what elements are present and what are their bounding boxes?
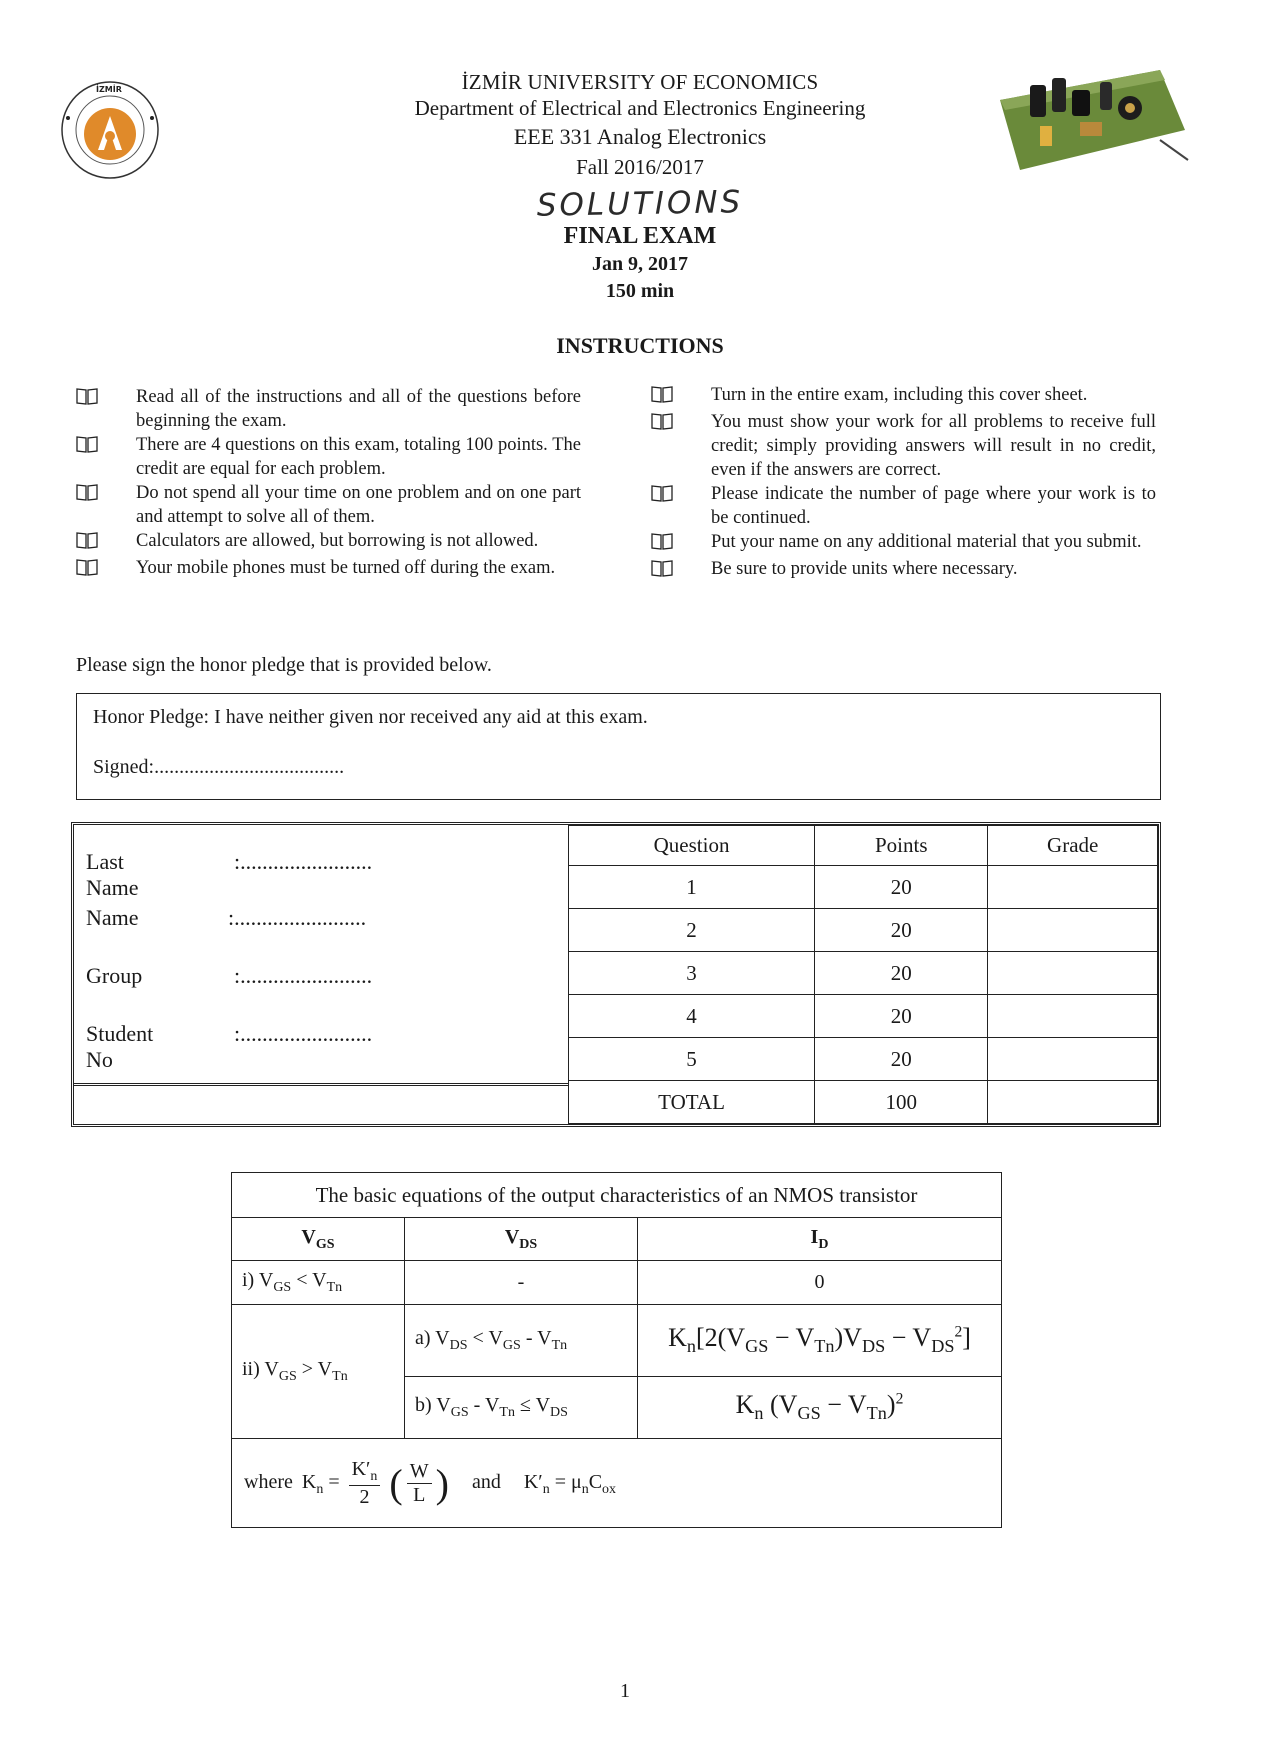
instruction-item: Please indicate the number of page where your work is to be continued. — [651, 482, 1156, 530]
instructions-title: INSTRUCTIONS — [556, 333, 724, 358]
where-row — [232, 1439, 1002, 1528]
instruction-item: Your mobile phones must be turned off during the exam. — [76, 556, 581, 583]
table-row: 4 20 — [569, 995, 1158, 1038]
book-icon — [76, 556, 136, 583]
kn-definition: where $K_n$ = $\frac{K'_n}{2}$ ( $\frac{W}{L}$ ) and $K'_n = \mu_nC_{ox}$ — [232, 1439, 1002, 1528]
total-grade-cell[interactable] — [988, 1081, 1158, 1124]
exam-title: FINAL EXAM — [563, 223, 717, 249]
university-logo — [58, 78, 162, 182]
exam-date: Jan 9, 2017 — [591, 253, 689, 275]
triode-formula: $K_n[2(V_{GS} - V_{Tn})V_{DS} - V_{DS}^2]$ — [638, 1305, 1002, 1377]
table-row: 1 20 — [569, 866, 1158, 909]
page-number: 1 — [620, 1680, 630, 1702]
book-icon — [76, 433, 136, 481]
info-bottom-row — [74, 1083, 568, 1128]
book-icon — [651, 383, 711, 410]
instructions-right-column — [651, 383, 1156, 584]
student-info-grade-box: Last Name :........................ Name :........................ Group :........................ Student No :........................ Question Points Grade 1 20 2 20 3 20 4 20 5 20 TOTAL 100 — [71, 822, 1161, 1127]
col-grade: Grade — [988, 826, 1158, 866]
book-icon — [651, 482, 711, 530]
book-icon — [76, 529, 136, 556]
instruction-item: You must show your work for all problems to receive full credit; simply providing answers will result in no credit, even if the answers are correct. — [651, 410, 1156, 482]
pledge-text: Honor Pledge: I have neither given nor received any aid at this exam. — [93, 706, 648, 728]
table-row: 2 20 — [569, 909, 1158, 952]
grade-cell[interactable] — [988, 995, 1158, 1038]
grade-table — [568, 825, 1158, 1124]
instruction-item: Calculators are allowed, but borrowing is not allowed. — [76, 529, 581, 556]
signature-field[interactable]: Signed:...................................... — [93, 756, 345, 778]
book-icon — [76, 481, 136, 529]
book-icon — [651, 530, 711, 557]
handwritten-solutions-note: SOLUTIONS — [536, 184, 744, 224]
grade-cell[interactable] — [988, 909, 1158, 952]
col-question: Question — [569, 826, 815, 866]
circuit-board-image — [990, 60, 1190, 180]
course-name: EEE 331 Analog Electronics — [513, 124, 767, 149]
book-icon — [651, 410, 711, 482]
case-on: ii) $V_{GS} > V_{Tn}$ — [232, 1305, 405, 1439]
table-row: 3 20 — [569, 952, 1158, 995]
instruction-item: Put your name on any additional material that you submit. — [651, 530, 1156, 557]
grade-cell[interactable] — [988, 952, 1158, 995]
saturation-formula: $K_n$ $(V_{GS} - V_{Tn})^2$ — [638, 1377, 1002, 1439]
pledge-intro: Please sign the honor pledge that is provided below. — [76, 654, 492, 676]
honor-pledge-box — [76, 693, 1161, 800]
table-row: 5 20 — [569, 1038, 1158, 1081]
book-icon — [651, 557, 711, 584]
total-row: TOTAL 100 — [569, 1081, 1158, 1124]
grade-cell[interactable] — [988, 1038, 1158, 1081]
table-row: i) $V_{GS} < V_{Tn}$ - 0 — [232, 1261, 1002, 1305]
university-name: İZMİR UNIVERSITY OF ECONOMICS — [461, 70, 819, 94]
grade-cell[interactable] — [988, 866, 1158, 909]
col-id: $I_D$ — [638, 1218, 1002, 1261]
col-points: Points — [815, 826, 988, 866]
instruction-item: Read all of the instructions and all of the questions before beginning the exam. — [76, 385, 581, 433]
col-vgs: $V_{GS}$ — [232, 1218, 405, 1261]
svg-text:İZMİR: İZMİR — [96, 85, 122, 94]
case-cutoff: i) $V_{GS} < V_{Tn}$ — [232, 1261, 405, 1305]
case-triode: a) $V_{DS} < V_{GS} - V_{Tn}$ — [405, 1305, 638, 1377]
instructions-left-column — [76, 385, 581, 583]
col-vds: $V_{DS}$ — [405, 1218, 638, 1261]
exam-duration: 150 min — [605, 280, 675, 302]
book-icon — [76, 385, 136, 433]
table-row — [232, 1305, 1002, 1377]
term: Fall 2016/2017 — [576, 155, 704, 179]
instruction-item: Turn in the entire exam, including this cover sheet. — [651, 383, 1156, 410]
instruction-item: Be sure to provide units where necessary. — [651, 557, 1156, 584]
equations-title: The basic equations of the output characteristics of an NMOS transistor — [232, 1173, 1002, 1218]
instruction-item: Do not spend all your time on one problem and on one part and attempt to solve all of them. — [76, 481, 581, 529]
department-name: Department of Electrical and Electronics Engineering — [414, 96, 866, 120]
case-saturation: b) $V_{GS} - V_{Tn} \le V_{DS}$ — [405, 1377, 638, 1439]
nmos-equations-table — [231, 1172, 1002, 1528]
instruction-item: There are 4 questions on this exam, totaling 100 points. The credit are equal for each problem. — [76, 433, 581, 481]
